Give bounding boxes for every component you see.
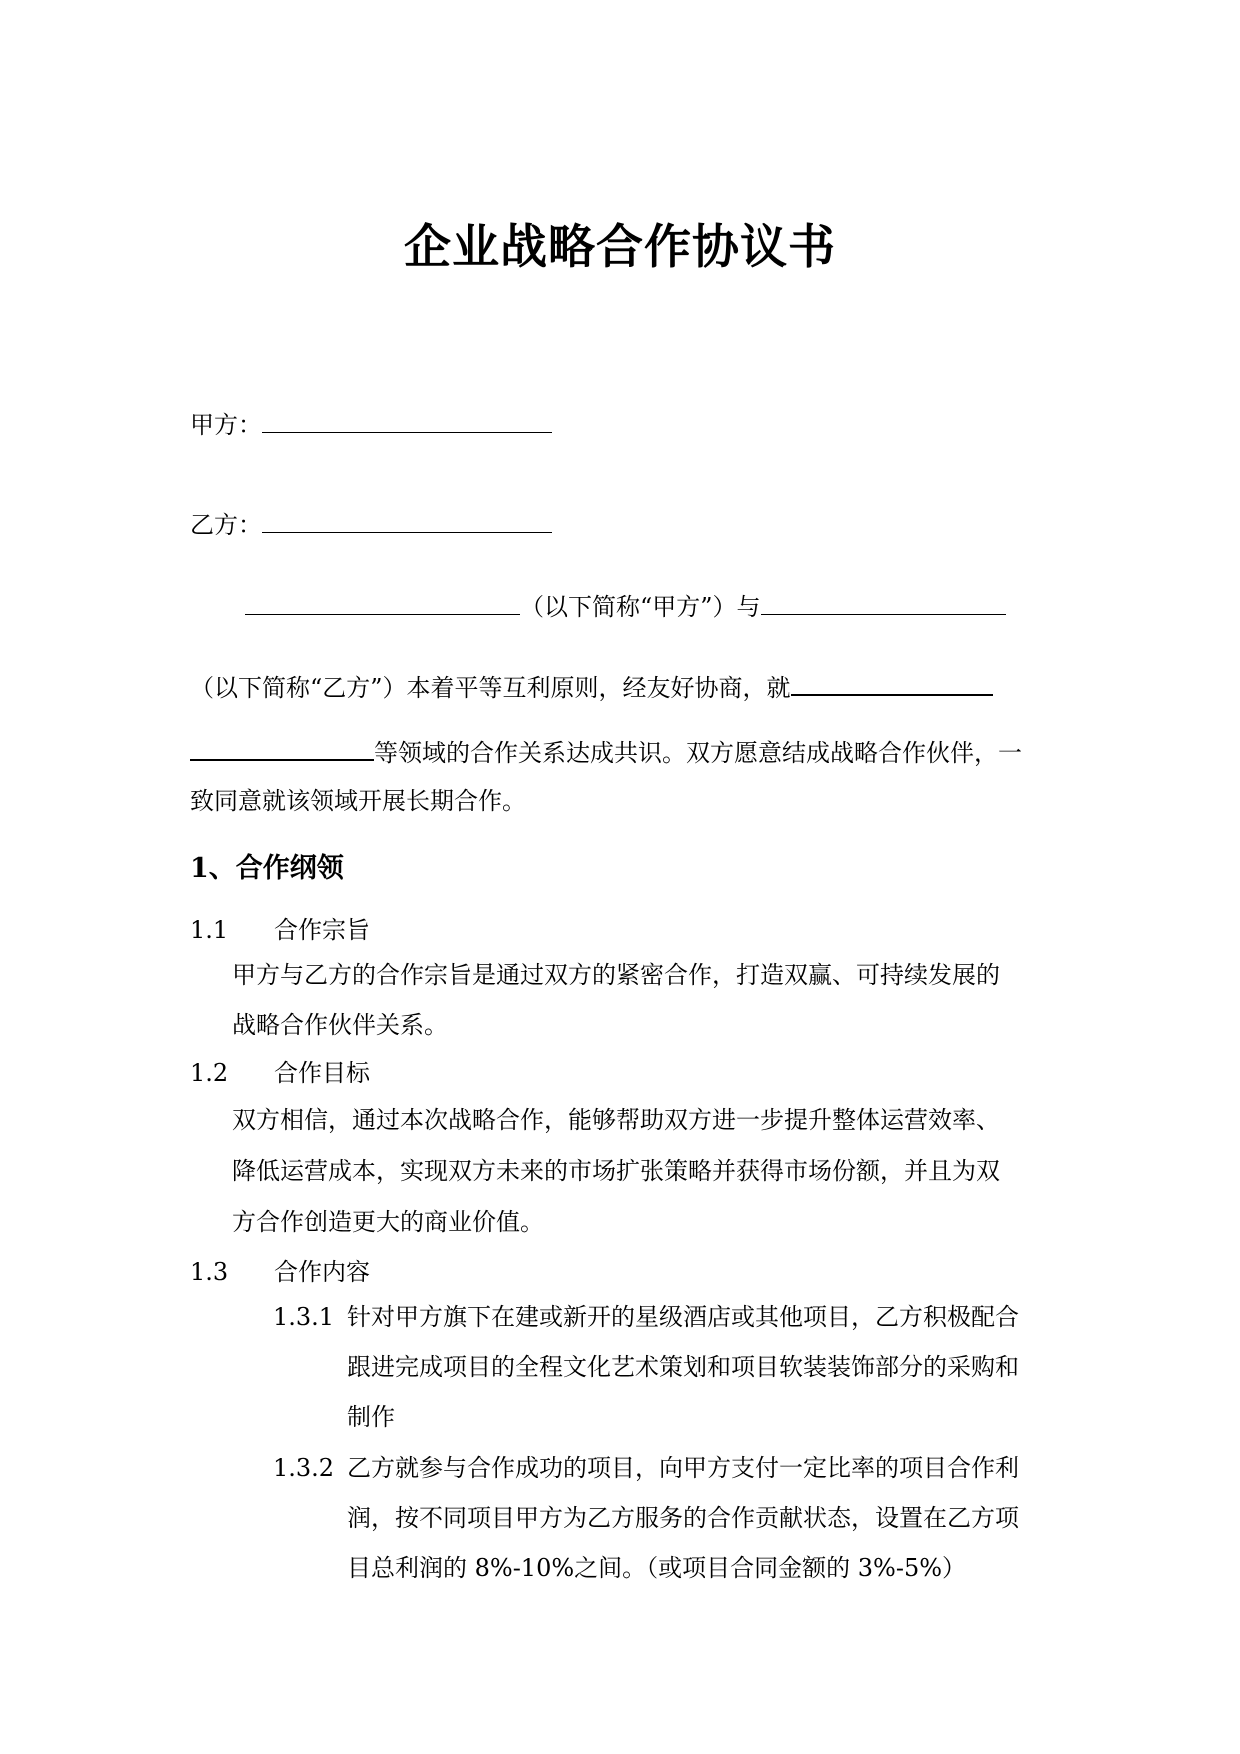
document-title: 企业战略合作协议书	[404, 220, 836, 275]
paragraph-line: 战略合作伙伴关系。	[232, 1011, 448, 1039]
subsection-1-3-heading	[190, 1257, 370, 1287]
paragraph-line: 目总利润的 8%-10%之间。（或项目合同金额的 3%-5%）	[347, 1554, 967, 1582]
party-a-line	[190, 410, 552, 440]
party-a-label: 甲方：	[190, 411, 262, 439]
intro-part-2: （以下简称“乙方”）本着平等互利原则，经友好协商，就	[190, 674, 791, 702]
party-a-blank	[262, 410, 552, 433]
paragraph-line: 双方相信，通过本次战略合作，能够帮助双方进一步提升整体运营效率、	[232, 1106, 1000, 1134]
paragraph-line: 制作	[347, 1403, 395, 1431]
paragraph-line: 甲方与乙方的合作宗旨是通过双方的紧密合作，打造双赢、可持续发展的	[232, 961, 1000, 989]
party-b-line	[190, 510, 552, 540]
field-blank-2	[190, 737, 374, 761]
intro-part-1: （以下简称“甲方”）与	[520, 593, 761, 621]
subsection-title: 合作内容	[274, 1258, 370, 1286]
subsection-title: 合作目标	[274, 1059, 370, 1087]
subsection-1-1-heading	[190, 915, 370, 945]
item-number: 1.3.2	[273, 1454, 335, 1482]
party-b-label: 乙方：	[190, 511, 262, 539]
item-1-3-2-line	[273, 1453, 1019, 1483]
item-number: 1.3.1	[273, 1303, 335, 1331]
subsection-number: 1.1	[190, 916, 229, 944]
paragraph-line: 方合作创造更大的商业价值。	[232, 1208, 544, 1236]
paragraph-line: 跟进完成项目的全程文化艺术策划和项目软装装饰部分的采购和	[347, 1353, 1019, 1381]
subsection-number: 1.2	[190, 1059, 229, 1087]
item-1-3-1-line	[273, 1302, 1019, 1332]
paragraph-line: 润，按不同项目甲方为乙方服务的合作贡献状态，设置在乙方项	[347, 1504, 1019, 1532]
party-b-blank	[262, 510, 552, 533]
intro-line-4: 致同意就该领域开展长期合作。	[190, 787, 526, 815]
party-a-name-blank	[245, 592, 520, 615]
intro-part-3: 等领域的合作关系达成共识。双方愿意结成战略合作伙伴，一	[374, 739, 1022, 767]
paragraph-line: 针对甲方旗下在建或新开的星级酒店或其他项目，乙方积极配合	[347, 1303, 1019, 1331]
subsection-title: 合作宗旨	[274, 916, 370, 944]
paragraph-line: 乙方就参与合作成功的项目，向甲方支付一定比率的项目合作利	[347, 1454, 1019, 1482]
intro-line-1	[245, 592, 1006, 622]
intro-line-2	[190, 672, 993, 703]
section-heading: 1、合作纲领	[190, 853, 344, 884]
intro-line-3	[190, 737, 1022, 768]
paragraph-line: 降低运营成本，实现双方未来的市场扩张策略并获得市场份额，并且为双	[232, 1157, 1000, 1185]
subsection-number: 1.3	[190, 1258, 229, 1286]
party-b-name-blank	[761, 592, 1006, 615]
field-blank-1	[791, 672, 993, 696]
subsection-1-2-heading	[190, 1058, 370, 1088]
